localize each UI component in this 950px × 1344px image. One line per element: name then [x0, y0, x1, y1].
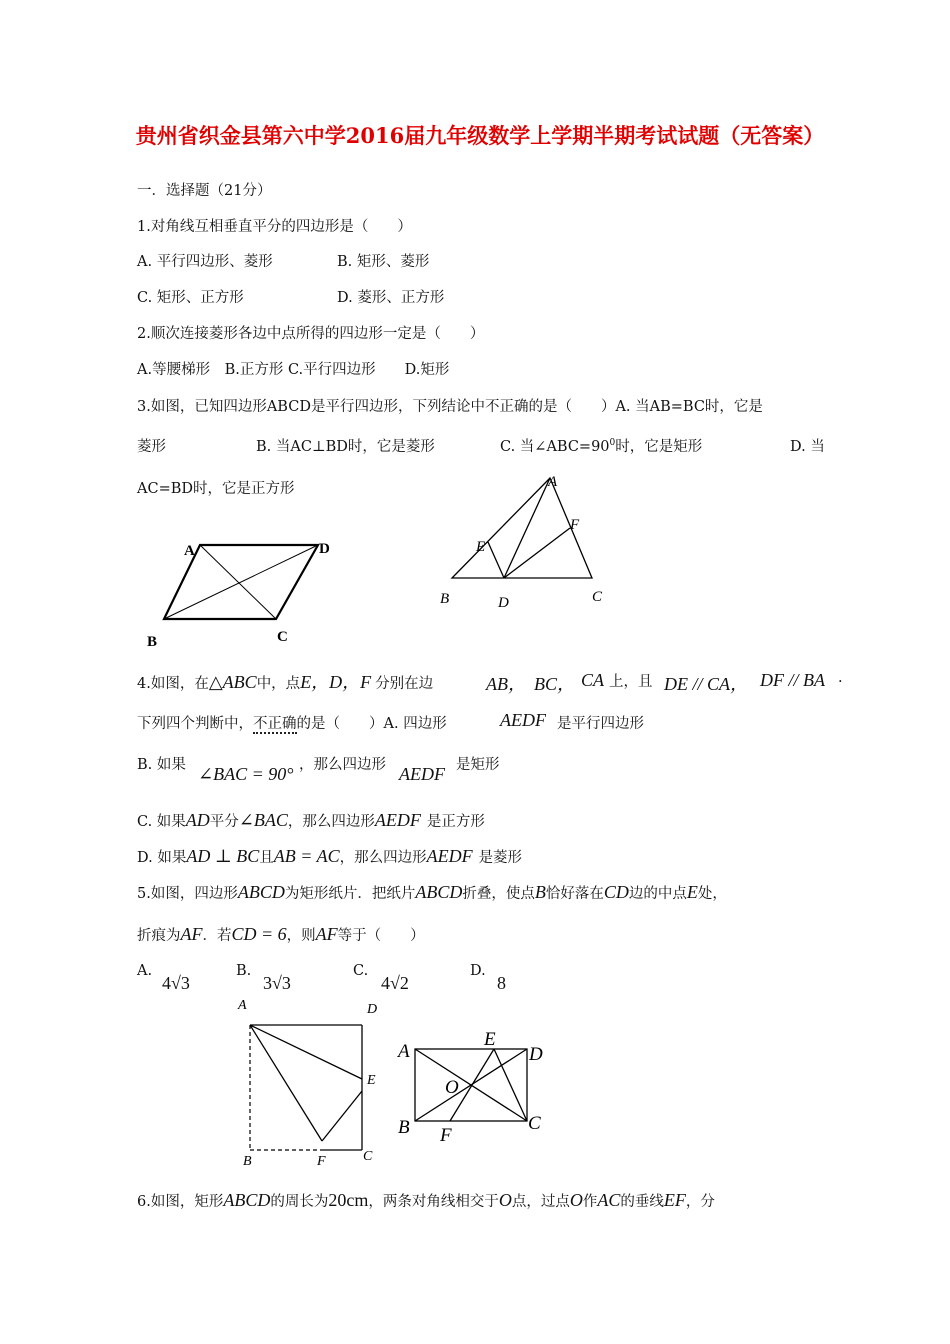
q4-text: D. 如果 — [137, 850, 187, 866]
q4-dot: · — [838, 674, 843, 690]
label-a: A — [238, 998, 247, 1013]
label-c: C — [363, 1149, 373, 1164]
question-3-line-1: 3.如图，已知四边形ABCD是平行四边形，下列结论中不正确的是（ ）A. 当AB=BC时，它是 — [137, 399, 763, 415]
q4-points: E，D，F — [300, 672, 372, 692]
q5-b: B — [534, 882, 546, 902]
question-1-stem: 1.对角线互相垂直平分的四边形是（ ） — [137, 219, 412, 235]
label-a: A — [184, 543, 195, 559]
q5-option-b-value: 3√3 — [263, 973, 291, 993]
label-c: C — [592, 589, 603, 605]
q5-abcd: ABCD — [237, 882, 285, 902]
q4-text: 的是（ ）A. 四边形 — [296, 716, 447, 732]
q4-text: 且 — [259, 850, 274, 866]
q5-option-c-value: 4√2 — [381, 973, 409, 993]
q6-ef: EF — [663, 1190, 686, 1210]
q4-ca: CA — [581, 670, 605, 690]
label-c: C — [277, 629, 288, 645]
q4-text: ，那么四边形 — [299, 757, 386, 773]
q5-text: 折叠，使点 — [462, 886, 535, 902]
q5-text: ，则 — [286, 928, 316, 944]
q4-ad: AD — [185, 810, 210, 830]
label-e: E — [484, 1029, 496, 1050]
q5-af: AF — [180, 924, 203, 944]
q4-text: 分别在边 — [375, 676, 434, 692]
label-b: B — [147, 634, 158, 650]
question-2-stem: 2.顺次连接菱形各边中点所得的四边形一定是（ ） — [137, 326, 485, 342]
label-o: O — [445, 1077, 459, 1098]
question-1-option-b: B. 矩形、菱形 — [337, 254, 430, 270]
q4-text: ，那么四边形 — [339, 850, 427, 866]
q4-text: 是矩形 — [456, 757, 500, 773]
q5-option-d-value: 8 — [497, 973, 506, 993]
q4-text: 是正方形 — [426, 814, 485, 830]
q5-option-d-label: D. — [470, 963, 486, 979]
q5-option-c-label: C. — [353, 963, 369, 979]
q5-text: 为矩形纸片．把纸片 — [284, 886, 416, 902]
label-e: E — [476, 539, 486, 555]
q4-option-b-aedf: AEDF — [399, 764, 445, 784]
q5-option-a-value: 4√3 — [162, 973, 190, 993]
q4-aedf: AEDF — [500, 710, 546, 730]
question-1-option-a: A. 平行四边形、菱形 — [137, 254, 273, 270]
q6-ac: AC — [597, 1190, 621, 1210]
q4-text: 平分 — [209, 814, 239, 830]
q6-perimeter: 20cm — [328, 1190, 369, 1210]
q4-angle-bac: ∠BAC — [238, 810, 288, 830]
q4-condition: AD ⊥ BC — [186, 846, 260, 866]
question-3-option-d-start: D. 当 — [790, 439, 825, 455]
triangle-figure — [430, 470, 620, 615]
q4-option-d — [137, 846, 522, 867]
label-a: A — [398, 1041, 410, 1062]
q5-e: E — [686, 882, 698, 902]
q4-text: C. 如果 — [137, 814, 186, 830]
section-heading: 一．选择题（21分） — [137, 183, 272, 199]
q5-text: ．若 — [202, 928, 232, 944]
q5-abcd: ABCD — [415, 882, 463, 902]
q4-option-b-start: B. 如果 — [137, 757, 186, 773]
question-3-option-c — [500, 435, 702, 456]
question-3-option-a-end: 菱形 — [137, 439, 166, 455]
q4-aedf: AEDF — [426, 846, 473, 866]
question-1-option-c: C. 矩形、正方形 — [137, 290, 244, 306]
q4-option-c — [137, 810, 485, 831]
label-d: D — [367, 1002, 378, 1017]
label-f: F — [570, 517, 580, 533]
question-3-option-c-start: C. 当∠ABC=90 — [500, 439, 610, 455]
q6-text: ，两条对角线相交于 — [368, 1194, 499, 1210]
question-4-line-2 — [137, 712, 447, 733]
q5-option-a-label: A. — [137, 963, 153, 979]
q4-ab: AB， — [486, 674, 526, 694]
q6-abcd: ABCD — [223, 1190, 271, 1210]
page-title: 贵州省织金县第六中学2016届九年级数学上学期半期考试试题（无答案） — [135, 123, 825, 148]
q6-text: 点，过点 — [511, 1194, 570, 1210]
q4-aedf: AEDF — [374, 810, 421, 830]
question-3-line-3: AC=BD时，它是正方形 — [137, 481, 295, 497]
q4-df-parallel: DF // BA — [760, 670, 825, 690]
q4-condition: AB = AC — [273, 846, 340, 866]
q4-text: 是菱形 — [478, 850, 523, 866]
q5-text: 等于（ ） — [337, 928, 425, 944]
degree-sup: 0 — [609, 438, 616, 449]
question-2-options: A.等腰梯形 B.正方形 C.平行四边形 D.矩形 — [137, 362, 450, 378]
q4-emphasis: 不正确 — [253, 716, 297, 732]
q4-text: 是平行四边形 — [557, 716, 644, 732]
q5-text: 恰好落在 — [545, 886, 604, 902]
rectangle-diagonals-figure — [395, 1025, 565, 1150]
q4-triangle: △ABC — [208, 672, 257, 692]
q4-text: 下列四个判断中， — [137, 716, 253, 732]
q4-text: 上，且 — [609, 674, 653, 690]
q5-text: 边的中点 — [628, 886, 687, 902]
q6-text: 作 — [582, 1194, 598, 1210]
label-b: B — [398, 1117, 410, 1138]
q6-o: O — [498, 1190, 512, 1210]
question-5-line-1 — [137, 882, 727, 903]
question-6-line-1 — [137, 1190, 715, 1211]
question-5-line-2 — [137, 924, 425, 945]
q5-text: 5.如图，四边形 — [137, 886, 238, 902]
q4-text: 中，点 — [256, 676, 301, 692]
q4-option-b-angle: ∠BAC = 90° — [198, 764, 294, 784]
label-a: A — [548, 474, 558, 490]
q5-cd: CD — [603, 882, 629, 902]
label-f: F — [440, 1125, 452, 1146]
question-3-option-b: B. 当AC⊥BD时，它是菱形 — [256, 439, 435, 455]
q4-text: ，那么四边形 — [287, 814, 375, 830]
label-d: D — [529, 1044, 543, 1065]
folded-rectangle-figure — [230, 995, 390, 1170]
label-d: D — [498, 595, 509, 611]
label-f: F — [317, 1154, 326, 1169]
question-3-option-c-end: 时，它是矩形 — [615, 439, 703, 455]
label-d: D — [319, 541, 330, 557]
question-4-line-1 — [137, 668, 433, 694]
q6-o: O — [569, 1190, 583, 1210]
q5-af: AF — [315, 924, 338, 944]
label-b: B — [243, 1154, 252, 1169]
q5-text: 折痕为 — [137, 928, 181, 944]
q4-de-parallel: DE // CA， — [664, 674, 748, 694]
q5-option-b-label: B. — [236, 963, 252, 979]
q6-text: 的垂线 — [620, 1194, 664, 1210]
question-1-option-d: D. 菱形、正方形 — [337, 290, 445, 306]
label-b: B — [440, 591, 450, 607]
q5-text: 处， — [697, 886, 727, 902]
parallelogram-figure — [140, 535, 340, 650]
q5-cd-value: CD = 6 — [231, 924, 287, 944]
q6-text: ，分 — [685, 1194, 715, 1210]
q6-text: 6.如图，矩形 — [137, 1194, 224, 1210]
label-e: E — [367, 1073, 376, 1088]
q4-bc: BC， — [534, 674, 576, 694]
q6-text: 的周长为 — [270, 1194, 329, 1210]
q4-text: 4.如图，在 — [137, 676, 209, 692]
label-c: C — [528, 1113, 541, 1134]
